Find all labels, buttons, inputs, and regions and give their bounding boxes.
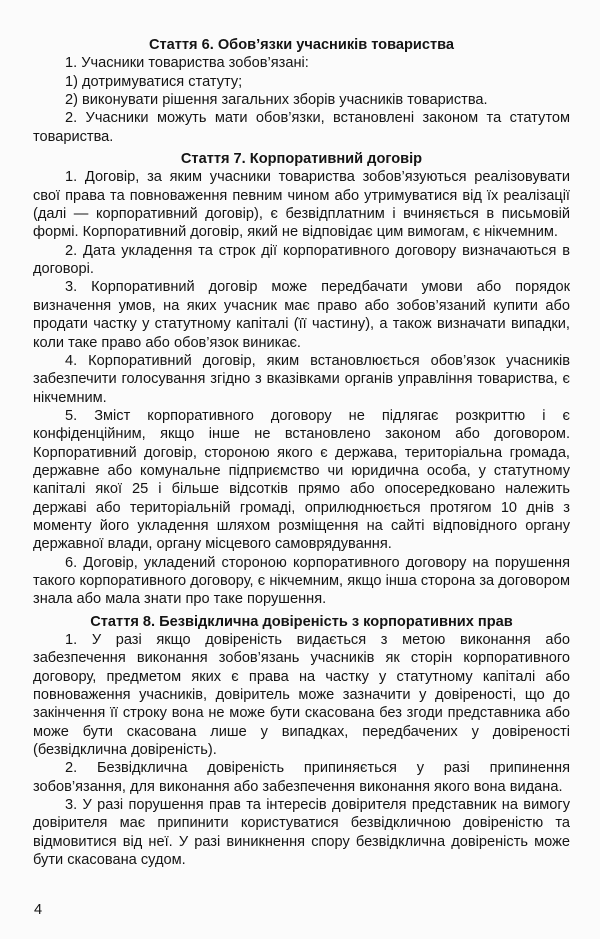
article-8-paragraph-3: 3. У разі порушення прав та інтересів довірителя представник на вимогу довірителя має припинити користуватися безвідкличною довіреністю та відмовитися від неї. У разі виникнення спору безвідклична довіреність може бути скасована судом. bbox=[33, 797, 570, 869]
article-6-paragraph-2: 2. Учасники можуть мати обов’язки, встановлені законом та статутом товариства. bbox=[33, 110, 570, 145]
article-7-paragraph-6: 6. Договір, укладений стороною корпоративного договору на порушення такого корпоративного договору, є нікчемним, якщо інша сторона за договором знала або мала знати про таке порушення. bbox=[33, 554, 570, 608]
article-7 bbox=[33, 150, 570, 609]
article-6 bbox=[33, 36, 570, 146]
article-6-list-item-1: 1) дотримуватися статуту; bbox=[65, 73, 243, 90]
article-8 bbox=[33, 613, 570, 870]
article-7-paragraph-1: 1. Договір, за яким учасники товариства зобов’язуються реалізовувати свої права та повноваження певним чином або утримуватися від їх реалізації (далі — корпоративний договір), є безвідплатним і вчиняється в письмовій формі. Корпоративний договір, який не відповідає цим вимогам, є нікчемним. bbox=[33, 169, 570, 241]
article-7-paragraph-2: 2. Дата укладення та строк дії корпоративного договору визначаються в договорі. bbox=[33, 242, 570, 278]
page-content bbox=[33, 36, 570, 869]
article-7-paragraph-5: 5. Зміст корпоративного договору не підлягає розкриттю і є конфіденційним, якщо інше не встановлено законом або договором. Корпоративний договір, стороною якого є держава, територіальна громада, державне або комунальне підприємство чи юридична особа, у статутному капіталі якої 25 і більше відсотків прямо або опосередковано належить державі або територіальній громаді, оприлюднюється протягом 10 днів з моменту його укладення шляхом розміщення на сайті відповідного органу державної влади, органу місцевого самоврядування. bbox=[33, 407, 570, 553]
article-6-list-item-2: 2) виконувати рішення загальних зборів учасників товариства. bbox=[65, 92, 488, 109]
article-8-paragraph-2: 2. Безвідклична довіреність припиняється у разі припинення зобов’язання, для виконання або забезпечення виконання якого вона видана. bbox=[33, 760, 570, 795]
article-6-paragraph-1: 1. Учасники товариства зобов’язані: bbox=[65, 55, 309, 72]
article-8-paragraph-1: 1. У разі якщо довіреність видається з метою виконання або забезпечення виконання зобов’язань учасників як сторін корпоративного договору, предметом яких є права на частку у статутному капіталі або повноваження учасників, довіритель може зазначити у довіреності, що до закінчення її строку вона не може бути скасована без згоди представника або може бути скасована лише у випадках, передбачених у довіреності (безвідклична довіреність). bbox=[33, 632, 570, 759]
article-7-heading: Стаття 7. Корпоративний договір bbox=[180, 151, 423, 168]
article-7-paragraph-4: 4. Корпоративний договір, яким встановлюється обов’язок учасників забезпечити голосування згідно з вказівками органів управління товариства, є нікчемним. bbox=[33, 352, 570, 406]
article-6-heading: Стаття 6. Обов’язки учасників товариства bbox=[148, 37, 455, 53]
article-8-heading: Стаття 8. Безвідклична довіреність з корпоративних прав bbox=[90, 613, 513, 630]
article-7-paragraph-3: 3. Корпоративний договір може передбачати умови або порядок визначення умов, на яких учасник має право або зобов’язаний купити або продати частку у статутному капіталі (її частину), а також визначати випадки, коли таке право або обов’язок виникає. bbox=[33, 279, 570, 351]
page-number: 4 bbox=[34, 902, 43, 918]
